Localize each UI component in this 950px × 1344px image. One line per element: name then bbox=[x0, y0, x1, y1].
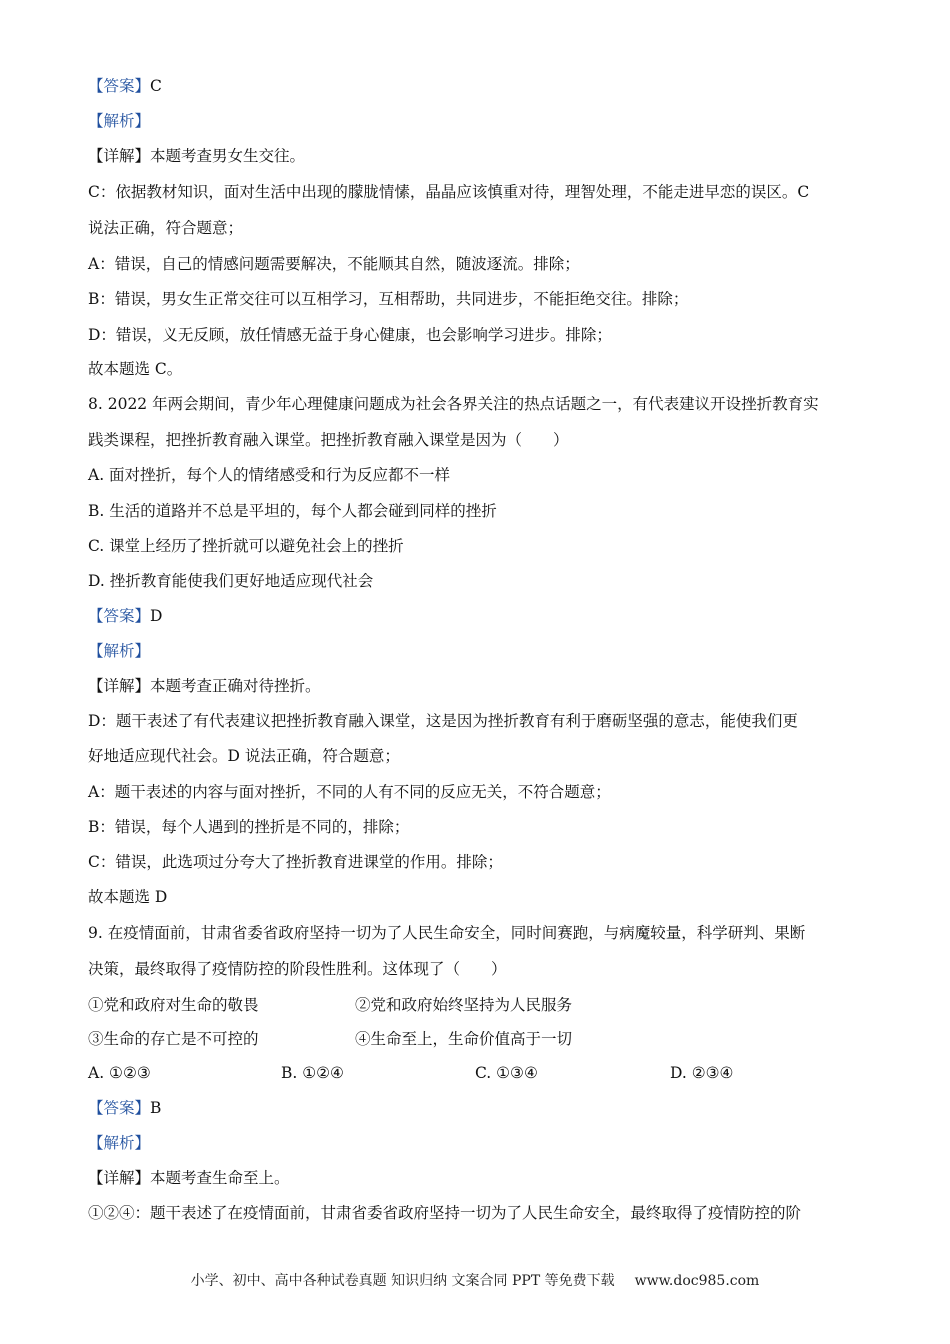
text-line bbox=[88, 1133, 150, 1153]
line-text: 故本题选 C。 bbox=[88, 360, 183, 378]
line-text: 好地适应现代社会。D 说法正确，符合题意； bbox=[88, 747, 400, 765]
text-line bbox=[88, 254, 580, 274]
line-text: D. 挫折教育能使我们更好地适应现代社会 bbox=[88, 572, 374, 590]
text-line bbox=[88, 430, 569, 450]
line-text: 【详解】本题考查生命至上。 bbox=[88, 1169, 290, 1187]
line-text: C bbox=[150, 77, 162, 95]
line-text: D：题干表述了有代表建议把挫折教育融入课堂，这是因为挫折教育有利于磨砺坚强的意志，能使我们更 bbox=[88, 712, 798, 730]
line-text: B. 生活的道路并不总是平坦的，每个人都会碰到同样的挫折 bbox=[88, 502, 497, 520]
text-line bbox=[88, 289, 688, 309]
line-text: B：错误，男女生正常交往可以互相学习，互相帮助，共同进步，不能拒绝交往。排除； bbox=[88, 290, 689, 308]
line-text: B：错误，每个人遇到的挫折是不同的，排除； bbox=[88, 818, 410, 836]
choice-option: A. ①②③ bbox=[88, 1064, 151, 1082]
section-tag: 【答案】 bbox=[88, 77, 151, 95]
text-line bbox=[88, 676, 321, 696]
line-text: 践类课程，把挫折教育融入课堂。把挫折教育融入课堂是因为（ ） bbox=[88, 431, 569, 449]
statement-item: ④生命至上，生命价值高于一切 bbox=[355, 1030, 573, 1048]
statement-row bbox=[88, 1029, 888, 1049]
statement-item: ①党和政府对生命的敬畏 bbox=[88, 996, 259, 1014]
statement-item: ②党和政府始终坚持为人民服务 bbox=[355, 996, 573, 1014]
text-line bbox=[88, 76, 162, 96]
statement-item: ③生命的存亡是不可控的 bbox=[88, 1030, 259, 1048]
text-line bbox=[88, 359, 182, 379]
section-tag: 【解析】 bbox=[88, 112, 151, 130]
section-tag: 【答案】 bbox=[88, 1099, 151, 1117]
text-line bbox=[88, 887, 167, 907]
text-line bbox=[88, 536, 404, 556]
line-text: C：错误，此选项过分夸大了挫折教育进课堂的作用。排除； bbox=[88, 853, 503, 871]
line-text: B bbox=[150, 1099, 162, 1117]
text-line bbox=[88, 146, 305, 166]
text-line bbox=[88, 923, 805, 943]
line-text: A. 面对挫折，每个人的情绪感受和行为反应都不一样 bbox=[88, 466, 451, 484]
text-line bbox=[88, 711, 798, 731]
text-line bbox=[88, 465, 450, 485]
line-text: D：错误，义无反顾，放任情感无益于身心健康，也会影响学习进步。排除； bbox=[88, 326, 612, 344]
line-text: D bbox=[150, 607, 163, 625]
line-text: A：题干表述的内容与面对挫折，不同的人有不同的反应无关，不符合题意； bbox=[88, 783, 611, 801]
text-line bbox=[88, 959, 507, 979]
choice-option: D. ②③④ bbox=[670, 1064, 734, 1082]
text-line bbox=[88, 746, 400, 766]
line-text: ①②④：题干表述了在疫情面前，甘肃省委省政府坚持一切为了人民生命安全，最终取得了疫情防控的阶 bbox=[88, 1204, 802, 1222]
text-line bbox=[88, 1203, 801, 1223]
page-footer bbox=[0, 1270, 950, 1290]
choice-option: B. ①②④ bbox=[281, 1064, 344, 1082]
text-line bbox=[88, 782, 611, 802]
section-tag: 【解析】 bbox=[88, 642, 151, 660]
text-line bbox=[88, 501, 497, 521]
choice-row bbox=[88, 1063, 888, 1083]
footer-text: 小学、初中、高中各种试卷真题 知识归纳 文案合同 PPT 等免费下载 bbox=[190, 1273, 615, 1289]
line-text: 说法正确，符合题意； bbox=[88, 219, 244, 237]
line-text: 8. 2022 年两会期间，青少年心理健康问题成为社会各界关注的热点话题之一，有代表建议开设挫折教育实 bbox=[88, 395, 819, 413]
line-text: A：错误，自己的情感问题需要解决，不能顺其自然，随波逐流。排除； bbox=[88, 255, 580, 273]
line-text: C：依据教材知识，面对生活中出现的朦胧情愫，晶晶应该慎重对待，理智处理，不能走进早恋的误区。C bbox=[88, 183, 810, 201]
text-line bbox=[88, 1168, 290, 1188]
text-line bbox=[88, 606, 162, 626]
line-text: 【详解】本题考查男女生交往。 bbox=[88, 147, 306, 165]
text-line bbox=[88, 1098, 161, 1118]
text-line bbox=[88, 111, 150, 131]
line-text: 决策，最终取得了疫情防控的阶段性胜利。这体现了（ ） bbox=[88, 960, 507, 978]
statement-row bbox=[88, 995, 888, 1015]
text-line bbox=[88, 218, 243, 238]
text-line bbox=[88, 394, 819, 414]
text-line bbox=[88, 182, 809, 202]
choice-option: C. ①③④ bbox=[475, 1064, 538, 1082]
text-line bbox=[88, 852, 503, 872]
section-tag: 【答案】 bbox=[88, 607, 151, 625]
line-text: 9. 在疫情面前，甘肃省委省政府坚持一切为了人民生命安全，同时间赛跑，与病魔较量，科学研判、果断 bbox=[88, 924, 806, 942]
text-line bbox=[88, 817, 409, 837]
text-line bbox=[88, 641, 150, 661]
section-tag: 【解析】 bbox=[88, 1134, 151, 1152]
text-line bbox=[88, 325, 612, 345]
line-text: 【详解】本题考查正确对待挫折。 bbox=[88, 677, 321, 695]
text-line bbox=[88, 571, 373, 591]
line-text: C. 课堂上经历了挫折就可以避免社会上的挫折 bbox=[88, 537, 404, 555]
line-text: 故本题选 D bbox=[88, 888, 168, 906]
footer-url[interactable]: www.doc985.com bbox=[634, 1273, 760, 1289]
